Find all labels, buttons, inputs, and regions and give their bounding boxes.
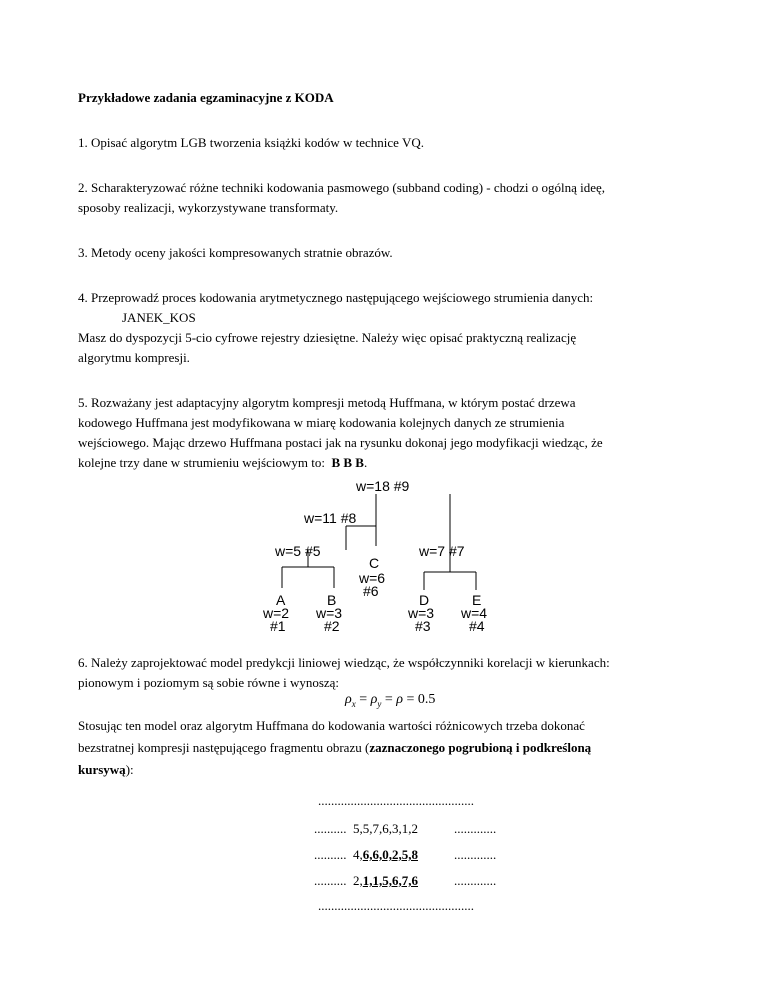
row-1-pre: .......... (314, 821, 347, 836)
question-5-line-4-text: kolejne trzy dane w strumieniu wejściowym to: (78, 455, 325, 470)
question-5-data: B B B (331, 455, 364, 470)
correlation-value: 0.5 (417, 692, 436, 707)
image-fragment-dots-bottom: ................................................ (318, 898, 474, 913)
row-2-values: 4, (353, 847, 363, 862)
question-6-line-5-bold: kursywą (78, 762, 126, 777)
leaf-d-symbol: D (419, 592, 430, 608)
question-4-line-1: 4. Przeprowadź proces kodowania arytmetycznego następującego wejściowego strumienia danych: (78, 290, 594, 305)
leaf-c-number: #6 (363, 583, 379, 599)
question-6-line-5-text: ): (125, 762, 134, 777)
leaf-b-weight: w=3 (316, 605, 343, 621)
image-fragment-dots-top: ................................................ (318, 793, 474, 808)
row-1-values: 5,5,7,6,3,1,2 (353, 821, 418, 836)
question-2-line-1: 2. Scharakteryzować różne techniki kodowania pasmowego (subband coding) - chodzi o ogólną ideę, (78, 180, 606, 195)
node-root-label: w=18 #9 (356, 478, 410, 494)
leaf-d-number: #3 (415, 618, 431, 634)
question-4-line-3: Masz do dyspozycji 5-cio cyfrowe rejestry dziesiętne. Należy więc opisać praktyczną realizację (78, 330, 577, 345)
question-6-line-3: Stosując ten model oraz algorytm Huffmana do kodowania wartości różnicowych trzeba dokonać (78, 718, 585, 733)
question-5-line-2: kodowego Huffmana jest modyfikowana w miarę kodowania kolejnych danych ze strumienia (78, 415, 565, 430)
leaf-a-weight: w=2 (263, 605, 290, 621)
row-3-bold: 1,1,5,6,7,6 (362, 873, 418, 888)
image-fragment-row-3 (314, 873, 497, 889)
leaf-a-symbol: A (276, 592, 286, 608)
question-2-line-2: sposoby realizacji, wykorzystywane transformaty. (78, 200, 339, 215)
row-3-values: 2, (353, 873, 363, 888)
leaf-c-symbol: C (369, 555, 380, 571)
question-1: 1. Opisać algorytm LGB tworzenia książki kodów w technice VQ. (78, 135, 424, 150)
row-2-pre: .......... (314, 847, 347, 862)
row-3-post: ............. (454, 873, 497, 888)
leaf-a-number: #1 (270, 618, 286, 634)
question-4-stream: JANEK_KOS (122, 310, 196, 325)
question-6-line-2: pionowym i poziomym są sobie równe i wynoszą: (78, 675, 340, 690)
page-title: Przykładowe zadania egzaminacyjne z KODA (78, 90, 334, 105)
leaf-e-weight: w=4 (461, 605, 488, 621)
question-6-line-4-text: bezstratnej kompresji następującego fragmentu obrazu ( (78, 740, 370, 755)
leaf-c-weight: w=6 (359, 570, 386, 586)
question-6-line-5 (78, 760, 134, 780)
node-7-label: w=7 #7 (419, 543, 465, 559)
question-5-line-3: wejściowego. Mając drzewo Huffmana postaci jak na rysunku dokonaj jego modyfikacji wiedząc, że (78, 435, 603, 450)
row-2-post: ............. (454, 847, 497, 862)
leaf-d-weight: w=3 (408, 605, 435, 621)
leaf-e-number: #4 (469, 618, 485, 634)
question-6-line-1: 6. Należy zaprojektować model predykcji liniowej wiedząc, że współczynniki korelacji w kierunkach: (78, 655, 610, 670)
question-5-line-1: 5. Rozważany jest adaptacyjny algorytm kompresji metodą Huffmana, w którym postać drzewa (78, 395, 576, 410)
row-3-pre: .......... (314, 873, 347, 888)
image-fragment-row-2 (314, 847, 497, 863)
correlation-formula: $\rho_x = \rho_y = \rho = 0.5$ (345, 692, 436, 709)
image-fragment-row-1 (314, 821, 497, 837)
question-6-line-4-bold: zaznaczonego pogrubioną i podkreśloną (369, 740, 592, 755)
leaf-b-symbol: B (327, 592, 337, 608)
node-8-label: w=11 #8 (304, 510, 357, 526)
leaf-e-symbol: E (472, 592, 482, 608)
question-3: 3. Metody oceny jakości kompresowanych stratnie obrazów. (78, 245, 393, 260)
node-5-label: w=5 #5 (275, 543, 321, 559)
question-5-line-4: kolejne trzy dane w strumieniu wejściowym to: B B B. (78, 455, 368, 470)
row-2-bold: 6,6,0,2,5,8 (362, 847, 418, 862)
leaf-b-number: #2 (324, 618, 340, 634)
question-4-line-4: algorytmu kompresji. (78, 350, 190, 365)
question-6-line-4 (78, 738, 591, 758)
row-1-post: ............. (454, 821, 497, 836)
